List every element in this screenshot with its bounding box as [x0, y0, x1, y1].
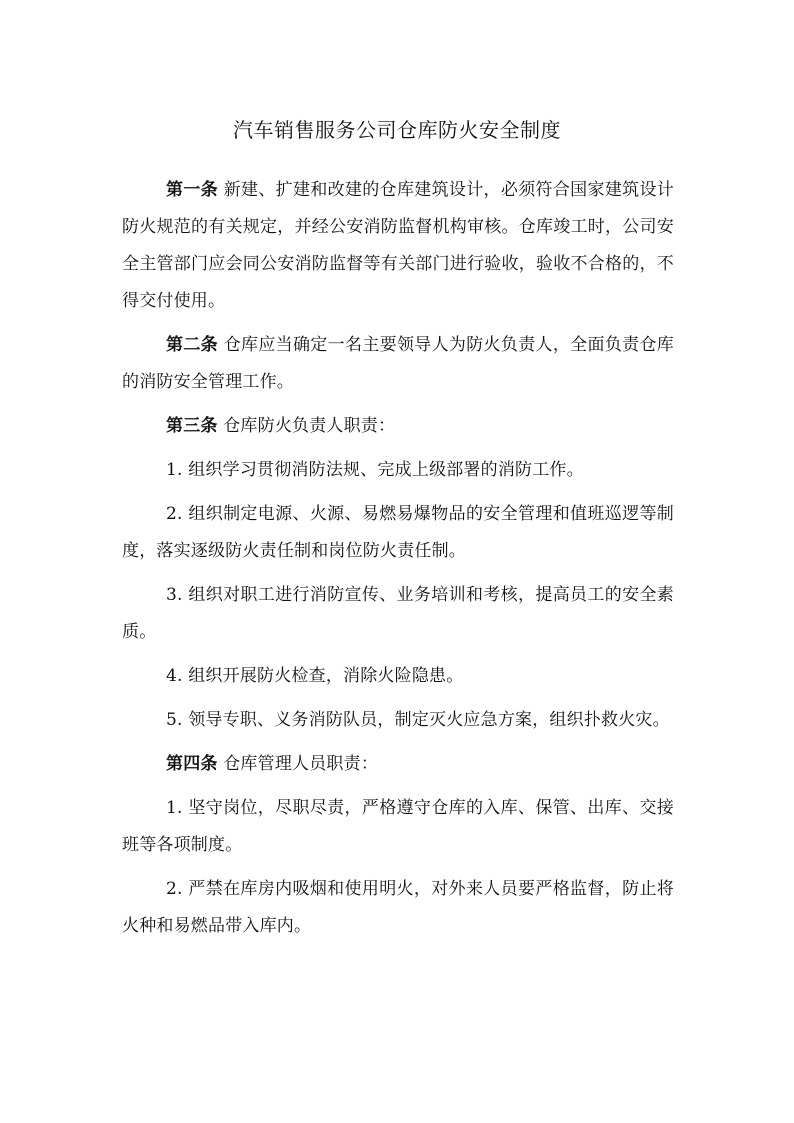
list-item-text: 2. 组织制定电源、火源、易燃易爆物品的安全管理和值班巡逻等制度，落实逐级防火责任制和岗位防火责任制。	[122, 504, 674, 561]
list-item	[122, 658, 674, 695]
article-heading: 第四条	[166, 754, 218, 774]
list-item	[122, 871, 674, 945]
list-item	[122, 702, 674, 739]
article-text: 仓库管理人员职责：	[217, 754, 379, 774]
list-item	[122, 577, 674, 651]
article-text: 仓库应当确定一名主要领导人为防火负责人，全面负责仓库的消防安全管理工作。	[122, 335, 674, 392]
article-heading: 第一条	[166, 180, 218, 200]
article-4	[122, 746, 674, 783]
list-item-text: 2. 严禁在库房内吸烟和使用明火，对外来人员要严格监督，防止将火种和易燃品带入库内。	[122, 879, 674, 936]
article-3	[122, 408, 674, 445]
document-title: 汽车销售服务公司仓库防火安全制度	[233, 118, 561, 142]
article-2	[122, 327, 674, 401]
article-heading: 第二条	[166, 335, 218, 355]
article-heading: 第三条	[166, 416, 218, 436]
list-item-text: 3. 组织对职工进行消防宣传、业务培训和考核，提高员工的安全素质。	[122, 585, 674, 642]
list-item	[122, 452, 674, 489]
article-text: 新建、扩建和改建的仓库建筑设计，必须符合国家建筑设计防火规范的有关规定，并经公安消防监督机构审核。仓库竣工时，公司安全主管部门应会同公安消防监督等有关部门进行验收，验收不合格的，不得交付使用。	[122, 180, 674, 311]
list-item-text: 5. 领导专职、义务消防队员，制定灭火应急方案，组织扑救火灾。	[166, 710, 670, 730]
article-1	[122, 172, 674, 320]
list-item-text: 4. 组织开展防火检查，消除火险隐患。	[166, 666, 464, 686]
list-item-text: 1. 坚守岗位，尽职尽责，严格遵守仓库的入库、保管、出库、交接班等各项制度。	[122, 798, 674, 855]
article-text: 仓库防火负责人职责：	[217, 416, 396, 436]
list-item-text: 1. 组织学习贯彻消防法规、完成上级部署的消防工作。	[166, 460, 584, 480]
document-body	[122, 172, 674, 945]
list-item	[122, 496, 674, 570]
list-item	[122, 790, 674, 864]
